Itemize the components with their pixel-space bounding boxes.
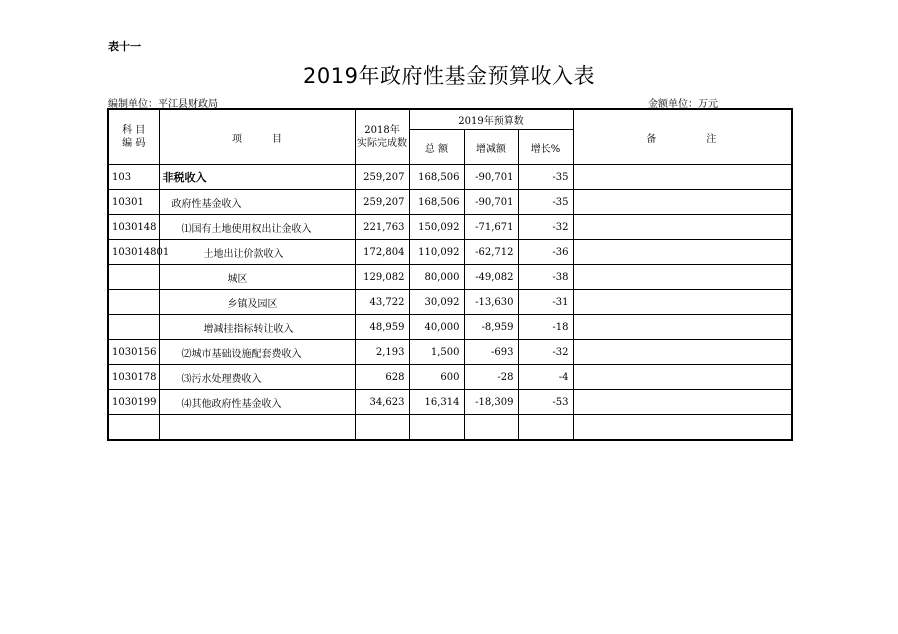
cell-note	[573, 165, 792, 190]
cell-code	[108, 290, 159, 315]
cell-total: 168,506	[409, 165, 464, 190]
cell-growth: -35	[518, 165, 573, 190]
table-row	[108, 390, 792, 415]
cell-change	[464, 415, 518, 441]
header-code-line1: 科 目	[122, 125, 146, 136]
cell-change: -49,082	[464, 265, 518, 290]
cell-actual: 221,763	[355, 215, 409, 240]
cell-item	[159, 415, 355, 441]
cell-note	[573, 190, 792, 215]
cell-total	[409, 415, 464, 441]
budget-revenue-table	[107, 108, 793, 441]
header-change-amount: 增减额	[464, 130, 518, 165]
cell-total: 30,092	[409, 290, 464, 315]
compiling-unit: 编制单位：平江县财政局	[108, 99, 218, 110]
cell-actual: 34,623	[355, 390, 409, 415]
cell-growth: -36	[518, 240, 573, 265]
cell-code	[108, 265, 159, 290]
cell-change: -13,630	[464, 290, 518, 315]
cell-item: 城区	[159, 265, 355, 290]
cell-change: -90,701	[464, 190, 518, 215]
cell-item: 土地出让价款收入	[159, 240, 355, 265]
cell-change: -71,671	[464, 215, 518, 240]
cell-code: 10301	[108, 190, 159, 215]
cell-item: 非税收入	[159, 165, 355, 190]
cell-note	[573, 365, 792, 390]
header-budget-group: 2019年预算数	[409, 109, 573, 130]
cell-actual: 259,207	[355, 165, 409, 190]
cell-item: 政府性基金收入	[159, 190, 355, 215]
cell-item: 增减挂指标转让收入	[159, 315, 355, 340]
cell-actual: 129,082	[355, 265, 409, 290]
cell-actual: 628	[355, 365, 409, 390]
cell-code: 103	[108, 165, 159, 190]
cell-change: -693	[464, 340, 518, 365]
cell-actual: 172,804	[355, 240, 409, 265]
header-actual	[355, 109, 409, 165]
cell-actual: 43,722	[355, 290, 409, 315]
table-row	[108, 415, 792, 441]
cell-total: 1,500	[409, 340, 464, 365]
table-row	[108, 315, 792, 340]
table-row	[108, 290, 792, 315]
table-row	[108, 365, 792, 390]
cell-note	[573, 265, 792, 290]
cell-actual	[355, 415, 409, 441]
cell-total: 16,314	[409, 390, 464, 415]
cell-actual: 259,207	[355, 190, 409, 215]
cell-change: -18,309	[464, 390, 518, 415]
cell-note	[573, 290, 792, 315]
amount-unit: 金额单位：万元	[648, 99, 718, 110]
cell-note	[573, 415, 792, 441]
cell-note	[573, 315, 792, 340]
cell-growth: -18	[518, 315, 573, 340]
cell-code	[108, 415, 159, 441]
cell-total: 40,000	[409, 315, 464, 340]
cell-item: 乡镇及园区	[159, 290, 355, 315]
header-growth-percent: 增长%	[518, 130, 573, 165]
cell-code: 1030178	[108, 365, 159, 390]
table-row	[108, 240, 792, 265]
header-actual-line2: 实际完成数	[357, 138, 407, 149]
cell-total: 80,000	[409, 265, 464, 290]
cell-growth: -38	[518, 265, 573, 290]
table-row	[108, 165, 792, 190]
cell-total: 110,092	[409, 240, 464, 265]
cell-actual: 48,959	[355, 315, 409, 340]
document-title: 2019年政府性基金预算收入表	[303, 64, 595, 88]
cell-code: 1030148	[108, 215, 159, 240]
cell-item: ⑴国有土地使用权出让金收入	[159, 215, 355, 240]
header-total: 总 额	[409, 130, 464, 165]
cell-code: 1030199	[108, 390, 159, 415]
sheet-label: 表十一	[108, 40, 141, 53]
table-row	[108, 190, 792, 215]
table-row	[108, 265, 792, 290]
cell-change: -90,701	[464, 165, 518, 190]
cell-actual: 2,193	[355, 340, 409, 365]
cell-growth: -32	[518, 340, 573, 365]
cell-note	[573, 215, 792, 240]
cell-total: 168,506	[409, 190, 464, 215]
header-item: 项 目	[159, 109, 355, 165]
header-code	[108, 109, 159, 165]
header-actual-line1: 2018年	[364, 125, 400, 136]
cell-code: 103014801	[108, 240, 159, 265]
cell-note	[573, 340, 792, 365]
cell-total: 600	[409, 365, 464, 390]
cell-growth: -32	[518, 215, 573, 240]
cell-growth: -35	[518, 190, 573, 215]
cell-item: ⑵城市基础设施配套费收入	[159, 340, 355, 365]
cell-change: -62,712	[464, 240, 518, 265]
cell-change: -28	[464, 365, 518, 390]
table-row	[108, 340, 792, 365]
header-note: 备 注	[573, 109, 792, 165]
cell-growth	[518, 415, 573, 441]
cell-item: ⑷其他政府性基金收入	[159, 390, 355, 415]
cell-code: 1030156	[108, 340, 159, 365]
cell-total: 150,092	[409, 215, 464, 240]
cell-growth: -4	[518, 365, 573, 390]
cell-code	[108, 315, 159, 340]
cell-change: -8,959	[464, 315, 518, 340]
cell-growth: -31	[518, 290, 573, 315]
header-code-line2: 编 码	[122, 138, 146, 149]
cell-note	[573, 390, 792, 415]
cell-growth: -53	[518, 390, 573, 415]
cell-note	[573, 240, 792, 265]
table-row	[108, 215, 792, 240]
cell-item: ⑶污水处理费收入	[159, 365, 355, 390]
